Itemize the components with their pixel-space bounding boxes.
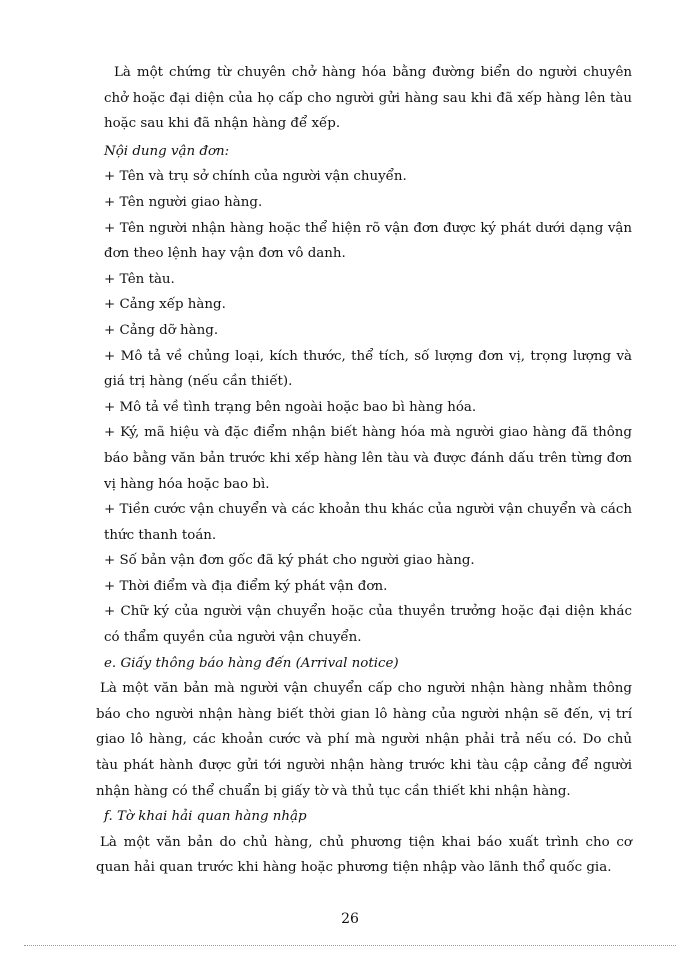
- list-item-mo-ta-chung-loai: + Mô tả về chủng loại, kích thước, thể tích, số lượng đơn vị, trọng lượng và giá trị hàng (nếu cần thiết).: [104, 348, 632, 390]
- list-item-thoi-diem-dia-diem: + Thời điểm và địa điểm ký phát vận đơn.: [104, 578, 388, 594]
- customs-declaration-paragraph: Là một văn bản do chủ hàng, chủ phương tiện khai báo xuất trình cho cơ quan hải quan trước khi hàng hoặc phương tiện nhập vào lãnh thổ quốc gia.: [96, 834, 632, 876]
- heading-arrival-notice: e. Giấy thông báo hàng đến (Arrival notice): [104, 655, 399, 671]
- footer-divider: [24, 945, 676, 946]
- list-item-nguoi-giao-hang: + Tên người giao hàng.: [104, 194, 263, 210]
- list-item-tinh-trang-ben-ngoai: + Mô tả về tình trạng bên ngoài hoặc bao bì hàng hóa.: [104, 399, 477, 415]
- page-body: [96, 60, 632, 881]
- list-item-nguoi-nhan-hang: + Tên người nhận hàng hoặc thể hiện rõ vận đơn được ký phát dưới dạng vận đơn theo lệnh hay vận đơn vô danh.: [104, 220, 632, 262]
- list-item-ten-tru-so: + Tên và trụ sở chính của người vận chuyển.: [104, 169, 407, 185]
- page-number: 26: [341, 911, 359, 927]
- list-item-chu-ky: + Chữ ký của người vận chuyển hoặc của thuyền trưởng hoặc đại diện khác có thẩm quyền của người vận chuyển.: [104, 604, 632, 646]
- heading-to-khai-hai-quan: f. Tờ khai hải quan hàng nhập: [104, 809, 307, 825]
- intro-paragraph: Là một chứng từ chuyên chở hàng hóa bằng đường biển do người chuyên chở hoặc đại diện của họ cấp cho người gửi hàng sau khi đã xếp hàng lên tàu hoặc sau khi đã nhận hàng để xếp.: [104, 65, 632, 132]
- list-item-cang-xep-hang: + Cảng xếp hàng.: [104, 297, 226, 313]
- list-item-cang-do-hang: + Cảng dỡ hàng.: [104, 322, 219, 338]
- list-item-ten-tau: + Tên tàu.: [104, 271, 175, 287]
- list-item-so-ban-van-don: + Số bản vận đơn gốc đã ký phát cho người giao hàng.: [104, 553, 475, 569]
- heading-noi-dung-van-don: Nội dung vận đơn:: [104, 143, 230, 159]
- arrival-notice-paragraph: Là một văn bản mà người vận chuyển cấp cho người nhận hàng nhằm thông báo cho người nhận hàng biết thời gian lô hàng của người nhận sẽ đến, vị trí giao lô hàng, các khoản cước và phí mà người nhận phải trả nếu có. Do chủ tàu phát hành được gửi tới người nhận hàng trước khi tàu cập cảng để người nhận hàng có thể chuẩn bị giấy tờ và thủ tục cần thiết khi nhận hàng.: [96, 681, 632, 799]
- list-item-tien-cuoc: + Tiền cước vận chuyển và các khoản thu khác của người vận chuyển và cách thức thanh toán.: [104, 502, 632, 543]
- list-item-ky-ma-hieu: + Ký, mã hiệu và đặc điểm nhận biết hàng hóa mà người giao hàng đã thông báo bằng văn bản trước khi xếp hàng lên tàu và được đánh dấu trên từng đơn vị hàng hóa hoặc bao bì.: [104, 425, 632, 492]
